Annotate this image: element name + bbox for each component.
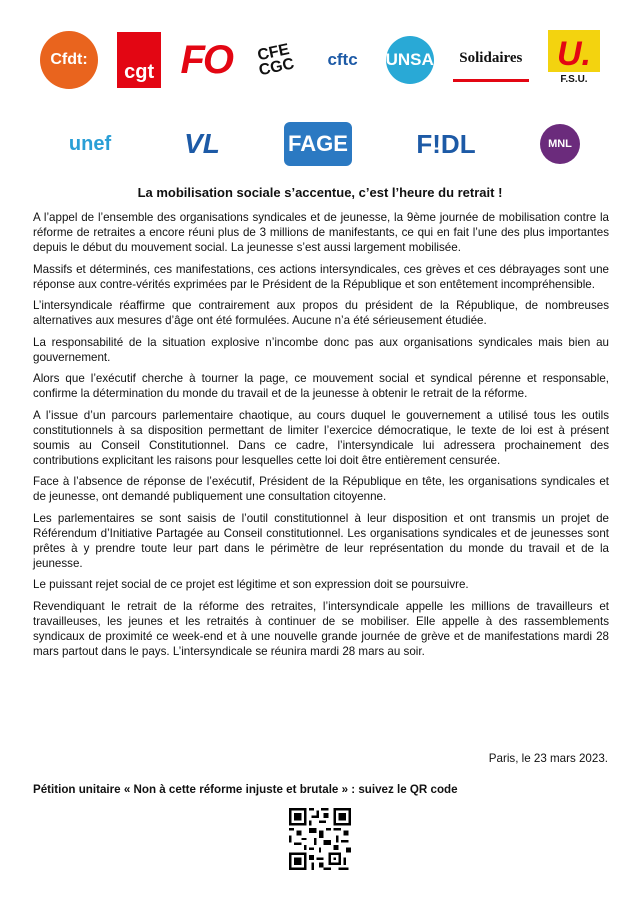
paragraph: Alors que l’exécutif cherche à tourner la page, ce mouvement social et syndical pérenne et responsable, confirme la détermination du monde du travail et de la jeunesse à obtenir le retrait de la réforme. xyxy=(33,372,609,400)
fidl-logo xyxy=(411,126,481,162)
paragraph: La responsabilité de la situation explosive n’incombe donc pas aux organisations syndicales mais bien au gouvernement. xyxy=(33,335,609,364)
paragraph: Face à l’absence de réponse de l’exécutif, Président de la République en tête, les organisations syndicales et de jeunesse, ont demandé publiquement une consultation citoyenne. xyxy=(33,475,609,503)
fsu-logo-text: U. xyxy=(556,35,591,73)
solidaires-logo xyxy=(453,39,529,82)
unef-logo-text: unef xyxy=(68,132,112,155)
petition-call: Pétition unitaire « Non à cette réforme injuste et brutale » : suivez le QR code xyxy=(33,783,458,796)
paragraph: A l’appel de l’ensemble des organisations syndicales et de jeunesse, la 9ème journée de mobilisation contre la réforme de retraites a encore réuni plus de 3 millions de manifestants, ce qui en fait l’une des plus importantes depuis le début du mouvement social. La jeunesse s’est aussi largement mobilisée. xyxy=(33,211,609,254)
cgt-logo-text: cgt xyxy=(124,61,155,83)
mnl-logo xyxy=(540,124,580,164)
cfdt-logo xyxy=(40,31,98,89)
cfdt-logo-text: Cfdt: xyxy=(50,51,88,68)
unef-logo xyxy=(60,128,120,160)
mnl-logo-text: MNL xyxy=(548,138,572,150)
date-line: Paris, le 23 mars 2023. xyxy=(488,752,608,765)
paragraph: Massifs et déterminés, ces manifestations, ces actions intersyndicales, ces grèves et ces débrayages sont une réponse aux contre-vérités exprimées par le Président de la République et son entêtement incompréhensible. xyxy=(33,262,609,291)
qr-code-icon[interactable] xyxy=(289,808,351,870)
statement-body xyxy=(33,210,609,665)
vl-logo xyxy=(179,124,225,164)
unsa-logo xyxy=(386,36,434,84)
cfe-cgc-logo xyxy=(246,28,305,93)
paragraph: L’intersyndicale réaffirme que contrairement aux propos du président de la République, de nombreuses alternatives aux mesures d’âge ont été formulées. Aucune n’a été sérieusement étudiée. xyxy=(33,299,609,327)
cfe-cgc-logo-text: CFE CGC xyxy=(256,41,297,80)
fidl-logo-text: F!DL xyxy=(416,128,476,159)
fsu-logo xyxy=(548,30,600,90)
fo-logo-text: FO xyxy=(180,37,233,82)
cftc-logo-text: cftc xyxy=(327,50,358,69)
fo-logo xyxy=(180,36,232,84)
fage-logo xyxy=(284,122,352,166)
paragraph: Le puissant rejet social de ce projet est légitime et son expression doit se poursuivre. xyxy=(33,578,469,591)
cgt-logo xyxy=(117,32,161,88)
fsu-logo-subtext: F.S.U. xyxy=(560,74,588,85)
unsa-logo-text: UNSA xyxy=(385,50,434,69)
paragraph: Revendiquant le retrait de la réforme des retraites, l’intersyndicale appelle les millions de travailleurs et travailleuses, les jeunes et les retraités à continuer de se mobiliser. Elle appelle à des rassemblements syndicaux de proximité ce week-end et à une nouvelle grande journée de grève et de manifestations mardi 28 mars partout dans le pays. L’intersyndicale se réunira mardi 28 mars au soir. xyxy=(33,599,609,658)
paragraph: Les parlementaires se sont saisis de l’outil constitutionnel à leur disposition et ont transmis un projet de Référendum d’Initiative Partagée au Conseil constitutionnel. Les organisations syndicales et de jeunesses sont prêtes à y prendre toute leur part dans le périmètre de leur représentation du monde du travail et de la jeunesse. xyxy=(33,511,609,570)
youth-logos-row xyxy=(60,116,580,172)
solidaires-logo-text: Solidaires xyxy=(459,50,523,66)
paragraph: A l’issue d’un parcours parlementaire chaotique, au cours duquel le gouvernement a utilisé tous les outils constitutionnels à sa disposition permettant de limiter l’exercice démocratique, le texte de loi est à présent soumis au Conseil Constitutionnel. Dans ce cadre, l’intersyndicale lui adressera prochainement des contributions explicitant les raisons pour lesquelles cette loi doit être entièrement censurée. xyxy=(33,408,609,467)
page-title: La mobilisation sociale s’accentue, c’est l’heure du retrait ! xyxy=(137,185,503,200)
vl-logo-text: VL xyxy=(184,128,220,159)
cftc-logo xyxy=(319,40,367,80)
fage-logo-text: FAGE xyxy=(288,131,348,156)
union-logos-row xyxy=(40,28,600,92)
